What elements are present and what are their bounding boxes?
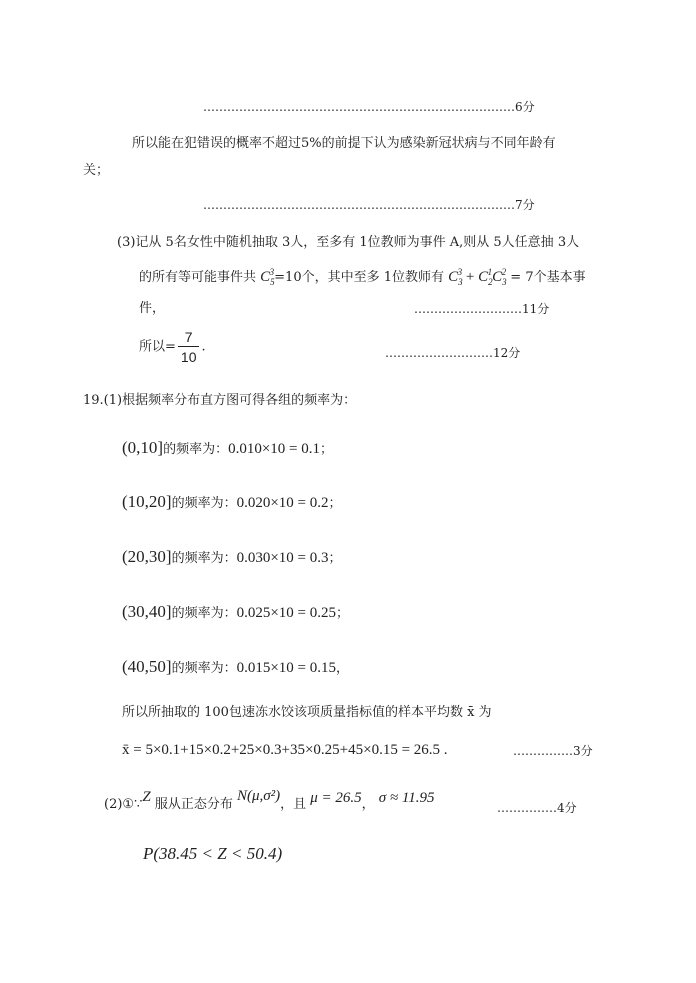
dots-score-4: ……………4分	[497, 801, 577, 815]
group-calc: 0.025×10 = 0.25	[236, 605, 337, 621]
group-interval: (30,40]	[122, 602, 172, 621]
group-label: 的频率为：	[171, 661, 237, 676]
group-interval: (40,50]	[122, 657, 172, 676]
group-calc: 0.020×10 = 0.2	[236, 495, 329, 511]
dots-score-6: ……………………………………………………………………6分	[203, 100, 535, 114]
probability-result: 所以= $\frac{7}{10}$ .	[139, 329, 206, 365]
probability-expression: P(38.45 < Z < 50.4)	[143, 844, 283, 863]
group-calc: 0.015×10 = 0.15	[236, 660, 337, 676]
group-label: 的频率为：	[171, 496, 237, 511]
frequency-group-row	[122, 439, 333, 457]
dots-score-7: ……………………………………………………………………7分	[203, 198, 535, 212]
conclusion-text-cont: 关；	[83, 163, 110, 178]
group-end: ；	[336, 606, 350, 621]
frequency-group-row	[122, 603, 349, 621]
frequency-group-row	[122, 493, 342, 511]
group-calc: 0.030×10 = 0.3	[236, 550, 329, 566]
normal-distribution-line: (2)①∵Z 服从正态分布 N(μ,σ²)，且 μ = 26.5， σ ≈ 11.95	[104, 788, 435, 812]
dots-score-3: ……………3分	[513, 744, 593, 758]
group-label: 的频率为：	[171, 551, 237, 566]
part3-text-cont: 件，	[139, 301, 166, 316]
group-calc: 0.010×10 = 0.1	[228, 441, 321, 457]
group-end: ；	[328, 551, 342, 566]
group-label: 的频率为：	[171, 606, 237, 621]
part3-combinations	[139, 268, 586, 287]
part3-pre: 的所有等可能事件共	[139, 270, 261, 285]
group-end: ，	[336, 661, 350, 676]
combo-c53: $C_5^3$	[260, 267, 275, 287]
group-label: 的频率为：	[163, 442, 229, 457]
frequency-group-row	[122, 548, 342, 566]
part3-text: (3)记从 5名女性中随机抽取 3人，至多有 1位教师为事件 A,则从 5人任意抽 3人	[117, 235, 580, 250]
sample-mean-intro: 所以所抽取的 100包速冻水饺该项质量指标值的样本平均数 x̄ 为	[122, 705, 492, 720]
combo-sum: $C_3^3 + C_2^1C_3^2$	[448, 267, 507, 287]
group-interval: (20,30]	[122, 547, 172, 566]
group-end: ；	[328, 496, 342, 511]
sample-mean-formula: x̄ = 5×0.1+15×0.2+25×0.3+35×0.25+45×0.15 = 26.5 .	[122, 742, 448, 758]
group-interval: (0,10]	[122, 438, 164, 457]
part3-mid: =10个，其中至多 1位教师有	[274, 270, 449, 285]
group-interval: (10,20]	[122, 492, 172, 511]
fraction-7-10: $\frac{7}{10}$	[178, 330, 200, 364]
dots-score-12: ………………………12分	[385, 346, 521, 360]
group-end: ；	[320, 442, 334, 457]
conclusion-text: 所以能在犯错误的概率不超过5%的前提下认为感染新冠状病与不同年龄有	[132, 136, 556, 151]
question-19-intro: 19.(1)根据频率分布直方图可得各组的频率为：	[83, 393, 357, 408]
dots-score-11: ………………………11分	[414, 302, 550, 316]
frequency-group-row	[122, 658, 349, 676]
part3-post: = 7个基本事	[506, 270, 586, 285]
